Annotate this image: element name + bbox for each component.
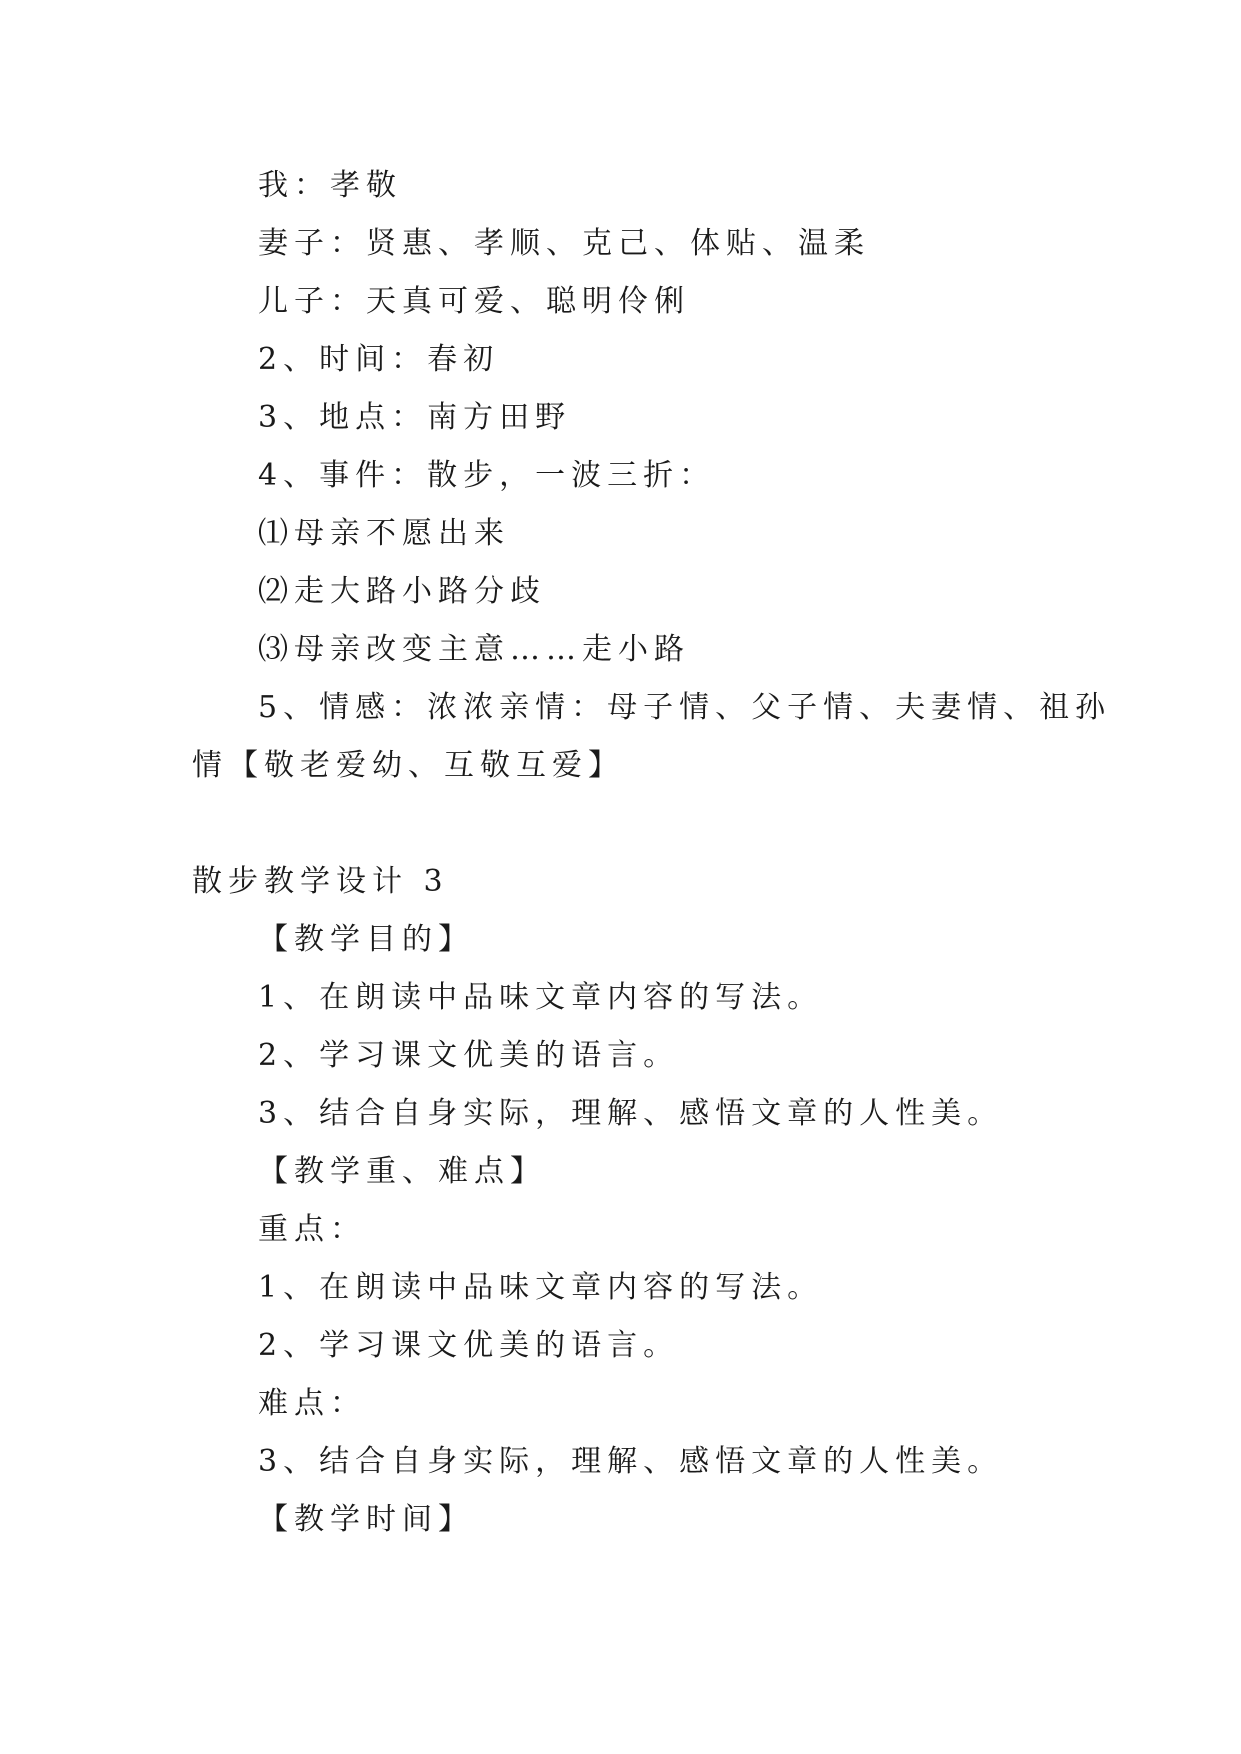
goal-item-2: 2、学习课文优美的语言。 bbox=[258, 1038, 680, 1073]
goal-heading: 【教学目的】 bbox=[258, 922, 474, 957]
goal-item-3: 3、结合自身实际，理解、感悟文章的人性美。 bbox=[258, 1096, 1004, 1131]
difficulty-label: 难点： bbox=[258, 1386, 366, 1421]
section-title: 散步教学设计 3 bbox=[192, 864, 449, 899]
event-sub-3: ⑶母亲改变主意……走小路 bbox=[258, 632, 690, 667]
item-event: 4、事件：散步，一波三折： bbox=[258, 458, 716, 493]
key-difficulty-heading: 【教学重、难点】 bbox=[258, 1154, 546, 1189]
item-emotion: 5、情感：浓浓亲情：母子情、父子情、夫妻情、祖孙 bbox=[258, 690, 1112, 725]
key-label: 重点： bbox=[258, 1212, 366, 1247]
item-emotion-continued: 情【敬老爱幼、互敬互爱】 bbox=[192, 748, 624, 783]
key-item-2: 2、学习课文优美的语言。 bbox=[258, 1328, 680, 1363]
event-sub-2: ⑵走大路小路分歧 bbox=[258, 574, 546, 609]
goal-item-1: 1、在朗读中品味文章内容的写法。 bbox=[258, 980, 824, 1015]
key-item-1: 1、在朗读中品味文章内容的写法。 bbox=[258, 1270, 824, 1305]
time-heading: 【教学时间】 bbox=[258, 1502, 474, 1537]
item-place: 3、地点：南方田野 bbox=[258, 400, 572, 435]
difficulty-item-1: 3、结合自身实际，理解、感悟文章的人性美。 bbox=[258, 1444, 1004, 1479]
role-wife: 妻子：贤惠、孝顺、克己、体贴、温柔 bbox=[258, 226, 870, 261]
item-time: 2、时间：春初 bbox=[258, 342, 500, 377]
role-me: 我：孝敬 bbox=[258, 168, 402, 203]
role-son: 儿子：天真可爱、聪明伶俐 bbox=[258, 284, 690, 319]
event-sub-1: ⑴母亲不愿出来 bbox=[258, 516, 510, 551]
